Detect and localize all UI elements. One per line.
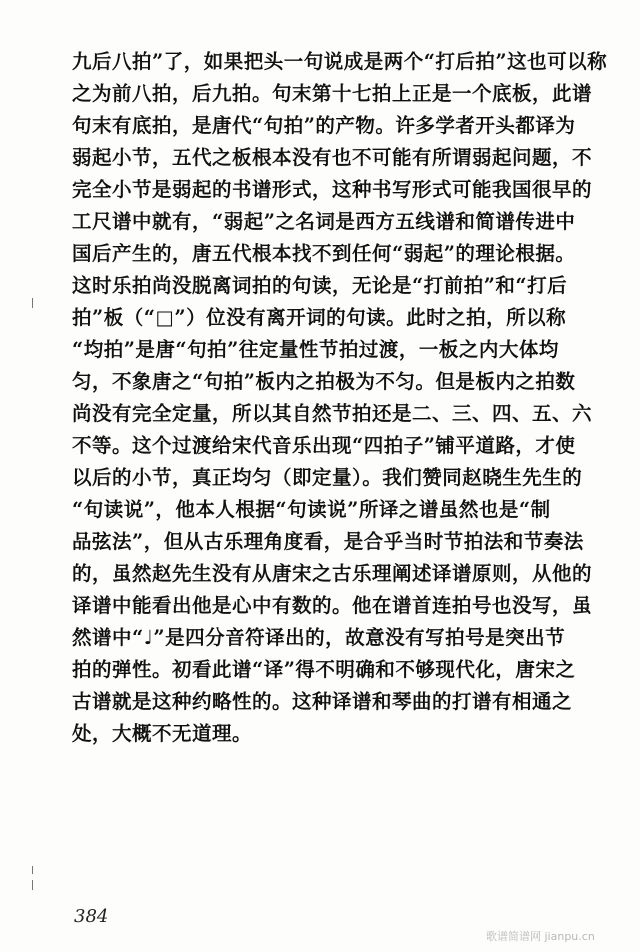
text-line: 古谱就是这种约略性的。这种译谱和琴曲的打谱有相通之 [72, 690, 573, 713]
text-line: 尚没有完全定量，所以其自然节拍还是二、三、四、五、六 [72, 402, 593, 425]
text-line: 以后的小节，真正均匀（即定量）。我们赞同赵晓生先生的 [72, 466, 583, 489]
text-line: 九后八拍”了，如果把头一句说成是两个“打后拍”这也可以称 [72, 50, 608, 73]
text-line: 之为前八拍，后九拍。句末第十七拍上正是一个底板，此谱 [72, 82, 593, 105]
text-line: “均拍”是唐“句拍”往定量性节拍过渡，一板之内大体均 [72, 338, 559, 361]
text-line: 不等。这个过渡给宋代音乐出现“四拍子”铺平道路，才使 [72, 434, 576, 457]
text-line: 这时乐拍尚没脱离词拍的句读，无论是“打前拍”和“打后 [72, 274, 568, 297]
text-line: 的，虽然赵先生没有从唐宋之古乐理阐述译谱原则，从他的 [72, 562, 593, 585]
text-line: 然谱中“♩”是四分音符译出的，故意没有写拍号是突出节 [72, 626, 566, 649]
margin-mark [32, 866, 33, 874]
text-line: 工尺谱中就有，“弱起”之名词是西方五线谱和简谱传进中 [72, 210, 576, 233]
text-line: 句末有底拍，是唐代“句拍”的产物。许多学者开头都译为 [72, 114, 576, 137]
text-line: 国后产生的，唐五代根本找不到任何“弱起”的理论根据。 [72, 242, 576, 265]
margin-mark [32, 298, 33, 308]
text-line: “句读说”，他本人根据“句读说”所译之谱虽然也是“制 [72, 498, 551, 521]
text-line: 拍”板（“□”）位没有离开词的句读。此时之拍，所以称 [72, 306, 567, 329]
text-line: 拍的弹性。初看此谱“译”得不明确和不够现代化，唐宋之 [72, 658, 576, 681]
watermark: 歌谱简谱网 jianpu.cn [486, 930, 595, 943]
page-number: 384 [74, 906, 109, 927]
body-text [72, 46, 632, 750]
text-line: 译谱中能看出他是心中有数的。他在谱首连拍号也没写，虽 [72, 594, 593, 617]
text-line: 处，大概不无道理。 [72, 722, 253, 745]
text-line: 匀，不象唐之“句拍”板内之拍极为不匀。但是板内之拍数 [72, 370, 576, 393]
margin-mark [32, 880, 33, 890]
text-line: 完全小节是弱起的书谱形式，这种书写形式可能我国很早的 [72, 178, 593, 201]
text-line: 品弦法”，但从古乐理角度看，是合乎当时节拍法和节奏法 [72, 530, 584, 553]
text-line: 弱起小节，五代之板根本没有也不可能有所谓弱起问题，不 [72, 146, 593, 169]
